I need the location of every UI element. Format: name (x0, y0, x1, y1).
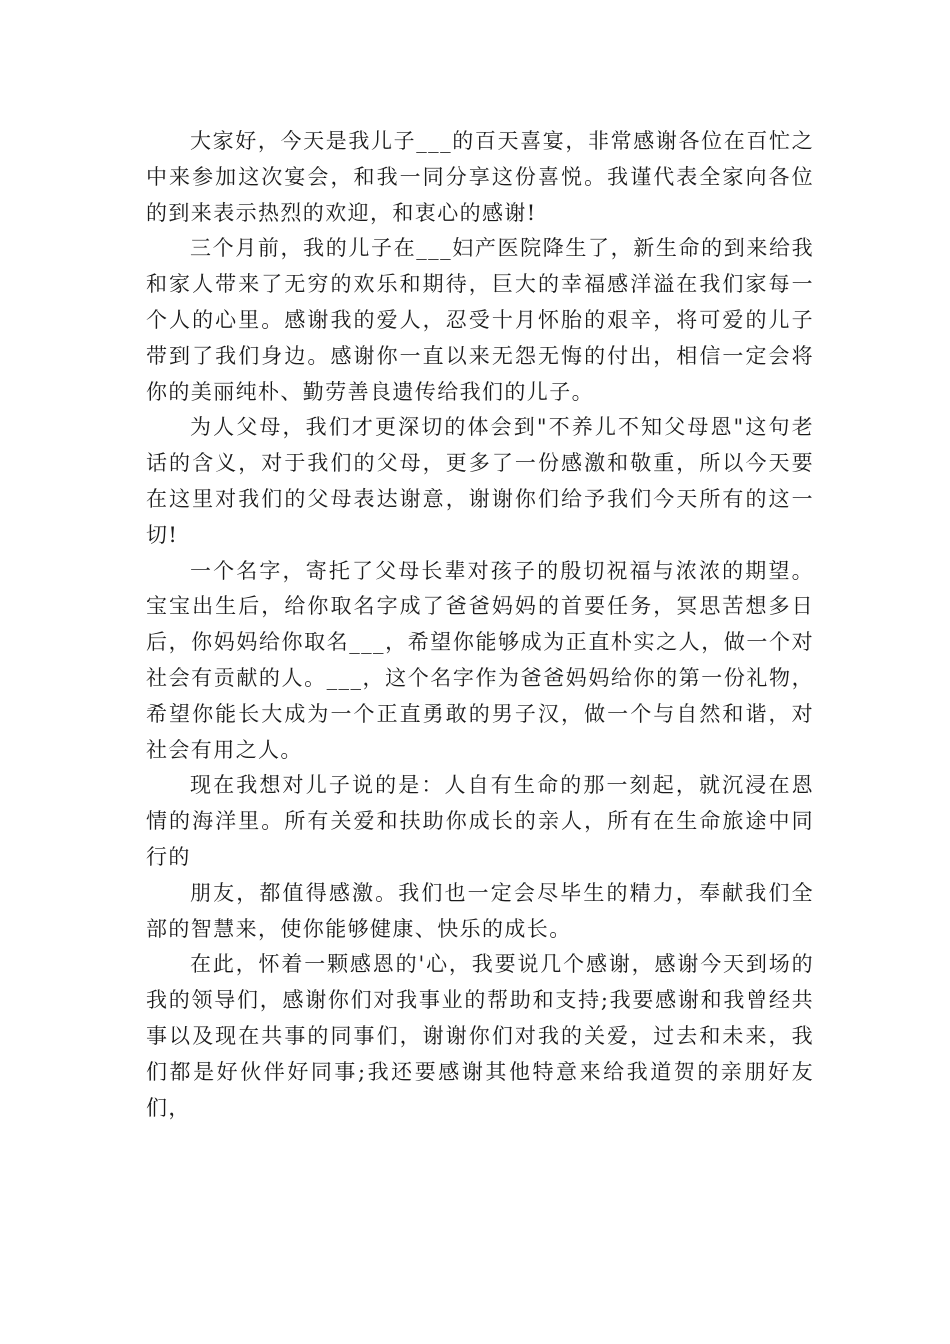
speech-body (146, 124, 814, 1126)
paragraph-parents: 为人父母，我们才更深切的体会到"不养儿不知父母恩"这句老话的含义，对于我们的父母，更多了一份感激和敬重，所以今天要在这里对我们的父母表达谢意，谢谢你们给予我们今天所有的这一切! (146, 415, 814, 547)
paragraph-birth: 三个月前，我的儿子在___妇产医院降生了，新生命的到来给我和家人带来了无穷的欢乐和期待，巨大的幸福感洋溢在我们家每一个人的心里。感谢我的爱人，忍受十月怀胎的艰辛，将可爱的儿子带到了我们身边。感谢你一直以来无怨无悔的付出，相信一定会将你的美丽纯朴、勤劳善良遗传给我们的儿子。 (146, 236, 814, 404)
paragraph-name: 一个名字，寄托了父母长辈对孩子的殷切祝福与浓浓的期望。宝宝出生后，给你取名字成了爸爸妈妈的首要任务，冥思苦想多日后，你妈妈给你取名___，希望你能够成为正直朴实之人，做一个对社会有贡献的人。___，这个名字作为爸爸妈妈给你的第一份礼物，希望你能长大成为一个正直勇敢的男子汉，做一个与自然和谐，对社会有用之人。 (146, 558, 814, 762)
paragraph-welcome: 大家好，今天是我儿子___的百天喜宴，非常感谢各位在百忙之中来参加这次宴会，和我一同分享这份喜悦。我谨代表全家向各位的到来表示热烈的欢迎，和衷心的感谢! (146, 129, 814, 225)
paragraph-to-son: 现在我想对儿子说的是：人自有生命的那一刻起，就沉浸在恩情的海洋里。所有关爱和扶助你成长的亲人，所有在生命旅途中同行的 (146, 773, 814, 869)
paragraph-friends: 朋友，都值得感激。我们也一定会尽毕生的精力，奉献我们全部的智慧来，使你能够健康、快乐的成长。 (146, 880, 814, 941)
paragraph-thanks: 在此，怀着一颗感恩的'心，我要说几个感谢，感谢今天到场的我的领导们，感谢你们对我事业的帮助和支持;我要感谢和我曾经共事以及现在共事的同事们，谢谢你们对我的关爱，过去和未来，我们都是好伙伴好同事;我还要感谢其他特意来给我道贺的亲朋好友们， (146, 952, 814, 1120)
